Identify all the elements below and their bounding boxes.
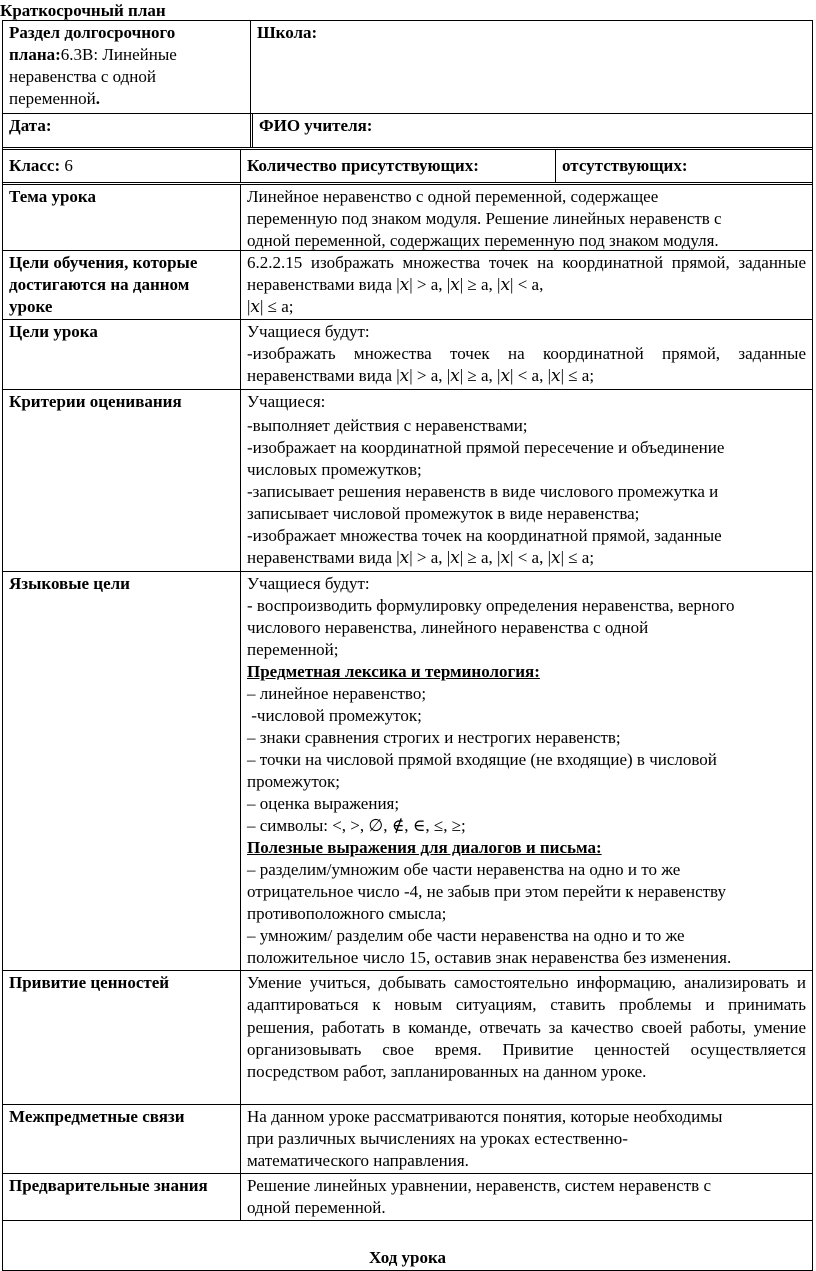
criteria-line: Учащиеся: — [247, 392, 326, 411]
section-cell — [3, 21, 250, 113]
vocab-item: – знаки сравнения строгих и нестрогих неравенств; — [247, 728, 621, 747]
date-teacher-row — [3, 113, 812, 147]
phrase-item: – умножим/ разделим обе части неравенства на одно и то же — [247, 926, 685, 945]
lesson-goals-label: Цели урока — [9, 322, 98, 341]
topic-row — [3, 182, 812, 250]
teacher-label: ФИО учителя: — [250, 114, 812, 147]
phrase-item: противоположного смысла; — [247, 904, 447, 923]
criteria-line: числовых промежутков; — [247, 460, 422, 479]
language-goals-line: - воспроизводить формулировку определения неравенства, верного — [247, 596, 735, 615]
prior-knowledge-line: Решение линейных уравнении, неравенств, систем неравенств с — [247, 1176, 711, 1195]
topic-value — [240, 185, 812, 250]
class-attendance-row — [3, 147, 812, 182]
cross-curricular-row — [3, 1104, 812, 1173]
prior-knowledge-row — [3, 1173, 812, 1220]
absent-label: отсутствующих: — [555, 150, 812, 182]
vocab-item: -числовой промежуток; — [247, 706, 422, 725]
prior-knowledge-value — [240, 1174, 812, 1220]
learning-goals-value — [240, 251, 812, 319]
lesson-flow-row — [3, 1220, 812, 1270]
lesson-goals-value — [240, 320, 812, 389]
vocab-heading: Предметная лексика и терминология: — [247, 662, 540, 681]
section-label: Раздел долгосрочного плана: — [9, 23, 176, 64]
phrase-item: – разделим/умножим обе части неравенства на одно и то же — [247, 860, 681, 879]
values-text: Умение учиться, добывать самостоятельно информацию, анализировать и адаптироваться к новым ситуациям, ставить проблемы и принимать решения, работать в команде, отвечать за качество своей работы, умение организовывать свое время. Привитие ценностей осуществляется посредством работ, запланированных на данном уроке. — [240, 971, 812, 1104]
class-value: 6 — [60, 156, 73, 175]
criteria-line: -изображает множества точек на координатной прямой, заданные — [247, 526, 722, 545]
cross-curricular-line: На данном уроке рассматриваются понятия, которые необходимы — [247, 1107, 723, 1126]
learning-goals-line: |𝑥| ≤ a; — [247, 297, 294, 316]
language-goals-row — [3, 571, 812, 970]
criteria-line: -изображает на координатной прямой пересечение и объединение — [247, 438, 725, 457]
criteria-line: неравенствами вида |𝑥| > a, |𝑥| ≥ a, |𝑥| < a, |𝑥| ≤ a; — [247, 548, 595, 567]
values-row — [3, 970, 812, 1104]
language-goals-label: Языковые цели — [9, 574, 130, 593]
section-end: . — [95, 89, 101, 108]
values-label: Привитие ценностей — [9, 973, 170, 992]
language-goals-line: переменной; — [247, 640, 339, 659]
class-label: Класс: — [9, 156, 61, 175]
lesson-goals-line: Учащиеся будут: — [247, 322, 370, 341]
criteria-row — [3, 389, 812, 571]
prior-knowledge-label: Предварительные знания — [9, 1176, 208, 1195]
learning-goals-line: 6.2.2.15 изображать множества точек на координатной прямой, заданные неравенствами вида |𝑥| > a, |𝑥| ≥ a, |𝑥| < a, — [247, 253, 806, 294]
vocab-item: – линейное неравенство; — [247, 684, 427, 703]
date-label: Дата: — [9, 116, 52, 135]
learning-goals-row — [3, 250, 812, 319]
school-cell — [250, 21, 812, 113]
phrase-item: отрицательное число -4, не забыв при этом перейти к неравенству — [247, 882, 726, 901]
cross-curricular-line: при различных вычислениях на уроках естественно- — [247, 1129, 628, 1148]
cross-curricular-label: Межпредметные связи — [9, 1107, 185, 1126]
criteria-line: -выполняет действия с неравенствами; — [247, 416, 528, 435]
phrase-item: положительное число 15, оставив знак неравенства без изменения. — [247, 948, 732, 967]
school-label: Школа: — [257, 23, 318, 42]
criteria-value — [240, 390, 812, 571]
vocab-item: – оценка выражения; — [247, 794, 400, 813]
vocab-item: – символы: <, >, ∅, ∉, ∈, ≤, ≥; — [247, 816, 466, 835]
phrases-heading: Полезные выражения для диалогов и письма: — [247, 838, 602, 857]
lesson-plan-table — [2, 20, 813, 1271]
topic-line: Линейное неравенство с одной переменной, содержащее — [247, 187, 659, 206]
lesson-flow-title: Ход урока — [368, 1248, 447, 1267]
page-title: Краткосрочный план — [0, 1, 166, 20]
criteria-label: Критерии оценивания — [9, 392, 182, 411]
topic-line: одной переменной, содержащих переменную под знаком модуля. — [247, 231, 719, 250]
learning-goals-label: Цели обучения, которые достигаются на данном уроке — [9, 253, 198, 316]
vocab-item: промежуток; — [247, 772, 341, 791]
class-cell — [3, 150, 240, 182]
topic-label: Тема урока — [9, 187, 96, 206]
criteria-line: -записывает решения неравенств в виде числового промежутка и — [247, 482, 719, 501]
criteria-line: записывает числовой промежуток в виде неравенства; — [247, 504, 640, 523]
cross-curricular-line: математического направления. — [247, 1151, 469, 1170]
lesson-goals-row — [3, 319, 812, 389]
cross-curricular-value — [240, 1105, 812, 1173]
present-label: Количество присутствующих: — [240, 150, 555, 182]
section-school-row — [3, 21, 812, 113]
language-goals-line: числового неравенства, линейного неравенства с одной — [247, 618, 649, 637]
prior-knowledge-line: одной переменной. — [247, 1198, 386, 1217]
language-goals-value — [240, 572, 812, 970]
lesson-goals-line: -изображать множества точек на координатной прямой, заданные неравенствами вида |𝑥| > a, |𝑥| ≥ a, |𝑥| < a, |𝑥| ≤ a; — [247, 344, 806, 385]
vocab-item: – точки на числовой прямой входящие (не входящие) в числовой — [247, 750, 717, 769]
topic-line: переменную под знаком модуля. Решение линейных неравенств с — [247, 209, 722, 228]
language-goals-line: Учащиеся будут: — [247, 574, 370, 593]
section-value: 6.3В: Линейные неравенства с одной переменной — [9, 45, 177, 108]
